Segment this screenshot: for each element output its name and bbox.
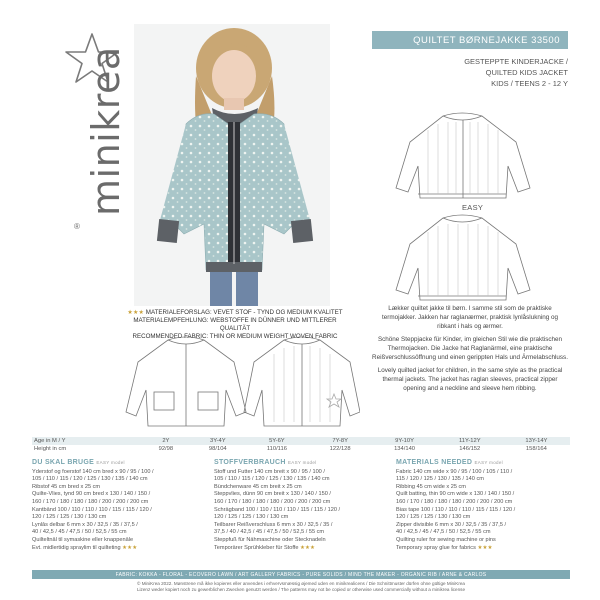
size-cell: 11Y-12Y xyxy=(437,437,503,445)
list-item: 120 / 125 / 125 / 130 / 130 cm xyxy=(214,514,289,521)
list-item: Ribbing 45 cm wide x 25 cm xyxy=(396,483,466,490)
list-item: Quilteltnål til symaskine eller knappenåle xyxy=(32,536,134,543)
requirements-list xyxy=(214,469,388,553)
brand-logo xyxy=(62,30,132,230)
requirements-heading xyxy=(214,459,388,467)
difficulty-stars: ★★★ xyxy=(127,309,145,316)
list-item: 105 / 110 / 115 / 120 / 125 / 130 / 135 / 140 cm xyxy=(214,476,330,483)
requirements-list xyxy=(32,469,206,553)
requirements-de xyxy=(214,459,388,552)
description xyxy=(372,304,568,397)
size-cell: 13Y-14Y xyxy=(503,437,570,445)
difficulty-label: EASY xyxy=(462,203,484,212)
fabric-note-en: RECOMMENDED FABRIC: THIN OR MEDIUM WEIGHT WOVEN FABRIC xyxy=(132,333,338,340)
requirements-en xyxy=(396,459,570,552)
list-item: Teilbarer Reißverschluss 6 mm x 30 / 32,5 / 35 / xyxy=(214,521,333,528)
legal-line: Lizenz weder kopiert noch zu gewerblichen Zwecken genutzt werden / The patterns may not be copied or otherwise used commercially without a minikrea license xyxy=(136,587,466,593)
size-cell: 7Y-8Y xyxy=(308,437,372,445)
description-de: Schöne Steppjacke für Kinder, im gleichen Stil wie die praktischen Thermojacken. Die Jacke hat Raglanärmel, eine praktische Reißverschlussöffnung und einen gerippten Hals und Ärmelabschluss. xyxy=(372,336,568,361)
list-item: Bias tape 100 / 110 / 110 / 110 / 115 / 115 / 120 / xyxy=(396,506,516,513)
size-cell: 110/116 xyxy=(246,445,308,453)
registered-mark: ® xyxy=(74,222,80,231)
list-item: Steppvlies, dünn 90 cm breit x 130 / 140 / 150 / xyxy=(214,491,331,498)
subtitle-line: KIDS / TEENS 2 - 12 Y xyxy=(491,79,568,88)
size-row-label: Height in cm xyxy=(32,445,142,453)
technical-drawings-variant xyxy=(124,334,360,437)
subtitle-line: GESTEPPTE KINDERJACKE / xyxy=(464,57,568,66)
list-item: 160 / 170 / 180 / 180 / 180 / 200 / 200 / 200 cm xyxy=(214,498,331,505)
list-item xyxy=(396,545,570,553)
list-item: Kantbånd 100 / 110 / 110 / 110 / 115 / 115 / 120 / xyxy=(32,506,152,513)
size-cell: 2Y xyxy=(142,437,190,445)
requirements-heading xyxy=(396,459,570,467)
size-cell: 158/164 xyxy=(503,445,570,453)
list-item: 105 / 110 / 115 / 120 / 125 / 130 / 135 / 140 cm xyxy=(32,476,148,483)
list-item xyxy=(214,545,388,553)
legal-notice xyxy=(32,581,570,593)
difficulty-stars: ★★★ xyxy=(122,544,138,551)
requirements-da xyxy=(32,459,206,552)
size-table xyxy=(32,437,570,453)
list-item: Steppfuß für Nähmaschine oder Stecknadeln xyxy=(214,536,326,543)
list-item: Quilting ruler for sewing machine or pins xyxy=(396,536,496,543)
list-item: Lynlås delbar 6 mm x 30 / 32,5 / 35 / 37,5 / xyxy=(32,521,138,528)
list-item: 160 / 170 / 180 / 180 / 180 / 200 / 200 / 200 cm xyxy=(396,498,513,505)
title-banner: QUILTET BØRNEJAKKE 33500 xyxy=(372,31,568,49)
list-item: Quilte-Vlies, tynd 90 cm bred x 130 / 140 / 150 / xyxy=(32,491,151,498)
fabric-note-de: MATERIALEMPFEHLUNG: WEBSTOFFE IN DÜNNER UND MITTLERER QUALITÄT xyxy=(133,317,337,332)
list-item: Fabric 140 cm wide x 90 / 95 / 100 / 105 / 110 / xyxy=(396,468,513,475)
model-photo xyxy=(134,24,330,306)
heading-text: STOFFVERBRAUCH xyxy=(214,459,286,466)
list-item: Zipper divisible 6 mm x 30 / 32,5 / 35 / 37,5 / xyxy=(396,521,507,528)
title-subtitle xyxy=(464,56,568,89)
list-item: 120 / 125 / 125 / 130 / 130 cm xyxy=(396,514,471,521)
list-item: Bündchenware 45 cm breit x 25 cm xyxy=(214,483,302,490)
size-cell: 92/98 xyxy=(142,445,190,453)
legal-line: © MiniKrea 2022. Mønstrene må ikke kopieres eller anvendes i erhvervsmæssig øjemed uden en minikrealicens / Die Schnittmuster dürfen ohne gültige MiniKrea xyxy=(137,581,465,586)
size-cell: 9Y-10Y xyxy=(372,437,436,445)
list-item: 40 / 42,5 / 45 / 47,5 / 50 / 52,5 / 55 cm xyxy=(396,529,491,536)
size-row-label: Age in M / Y xyxy=(32,437,142,445)
list-item: 40 / 42,5 / 45 / 47,5 / 50 / 52,5 / 55 cm xyxy=(32,529,127,536)
subtitle-line: QUILTED KIDS JACKET xyxy=(485,68,568,77)
brand-wordmark: minikrea xyxy=(84,46,128,216)
requirements-heading xyxy=(32,459,206,467)
size-cell: 5Y-6Y xyxy=(246,437,308,445)
list-item: Yderstof og foerstof 140 cm bred x 90 / 95 / 100 / xyxy=(32,468,154,475)
description-en: Lovely quilted jacket for children, in the same style as the practical thermal jackets. The jacket has raglan sleeves, practical zipper opening and a neckline and sleeve hem ribbing. xyxy=(377,367,563,392)
heading-tag: EASY model xyxy=(474,460,503,465)
list-item: 120 / 125 / 125 / 130 / 130 cm xyxy=(32,514,107,521)
list-item: Quilt batting, thin 90 cm wide x 130 / 140 / 150 / xyxy=(396,491,515,498)
list-item-text: Temporärer Sprühkleber für Stoffe xyxy=(214,544,299,551)
fabric-credits-banner: FABRIC: KOKKA - FLORAL - ECOVERO LAWN / ART GALLERY FABRICS - PURE SOLIDS / MIND THE MAKER - ORGANIC RIB / ARNE & CARLOS xyxy=(32,570,570,579)
list-item xyxy=(32,545,206,553)
list-item: 160 / 170 / 180 / 180 / 180 / 200 / 200 / 200 cm xyxy=(32,498,149,505)
size-cell: 3Y-4Y xyxy=(190,437,246,445)
list-item: 37,5 / 40 / 42,5 / 45 / 47,5 / 50 / 52,5 / 55 cm xyxy=(214,529,325,536)
size-cell: 146/152 xyxy=(437,445,503,453)
heading-tag: EASY model xyxy=(288,460,317,465)
size-cell: 98/104 xyxy=(190,445,246,453)
list-item: 115 / 120 / 125 / 130 / 135 / 140 cm xyxy=(396,476,484,483)
table-row xyxy=(32,445,570,453)
size-cell: 122/128 xyxy=(308,445,372,453)
list-item: Schrägband 100 / 110 / 110 / 110 / 115 / 115 / 120 / xyxy=(214,506,341,513)
heading-text: DU SKAL BRUGE xyxy=(32,459,95,466)
difficulty-stars: ★★★ xyxy=(477,544,493,551)
difficulty-stars: ★★★ xyxy=(300,544,316,551)
requirements-list xyxy=(396,469,570,553)
list-item: Ribstof 45 cm bred x 25 cm xyxy=(32,483,101,490)
table-row xyxy=(32,437,570,445)
heading-text: MATERIALS NEEDED xyxy=(396,459,473,466)
list-item-text: Temporary spray glue for fabrics xyxy=(396,544,476,551)
list-item-text: Evt. midlertidig spraylim til quilteting xyxy=(32,544,121,551)
list-item: Stoff und Futter 140 cm breit x 90 / 95 / 100 / xyxy=(214,468,325,475)
size-cell: 134/140 xyxy=(372,445,436,453)
fabric-note-da: MATERIALEFORSLAG: VEVET STOF - TYND OG MEDIUM KVALITET xyxy=(145,309,343,316)
heading-tag: EASY model xyxy=(96,460,125,465)
description-da: Lækker quiltet jakke til børn. I samme stil som de praktiske termojakker. Jakken har raglanærmer, praktisk lynlåslukning og ribkant i hals og ærmer. xyxy=(381,305,559,330)
